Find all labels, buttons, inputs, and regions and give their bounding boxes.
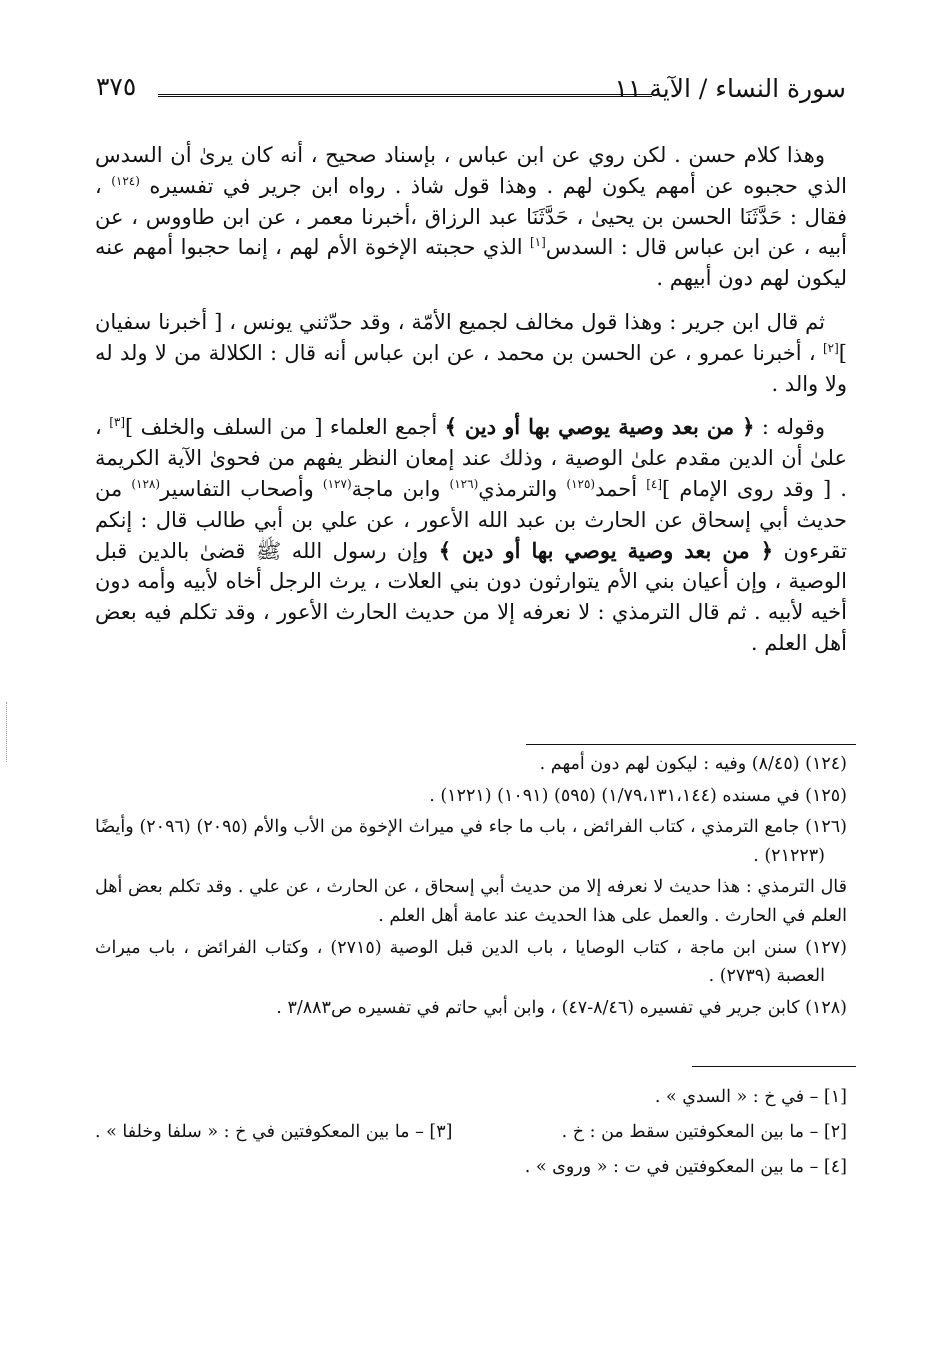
variant-row-3 [95, 1150, 847, 1185]
variant-ref-2: [٢] [822, 340, 839, 355]
surah-title: سورة النساء / الآية ١١ [614, 74, 846, 103]
p3-text-3: ، علىٰ أن الدين مقدم علىٰ الوصية ، وذلك عند إمعان النظر يفهم من فحوىٰ الآية الكريمة . [ وقد روى الإمام ] [95, 415, 847, 501]
p3-text-2: أجمع العلماء [ من السلف والخلف ] [125, 415, 438, 440]
variant-ref-3: [٣] [109, 415, 126, 430]
footnote-126-comment: قال الترمذي : هذا حديث لا نعرفه إلا من حديث أبي إسحاق ، عن الحارث ، عن علي . وقد تكلم بعض أهل العلم في الحارث . والعمل على هذا الحديث عند عامة أهل العلم . [95, 877, 847, 926]
p3-text-1: وقوله : [761, 415, 825, 440]
variant-note-2: [٢] – ما بين المعكوفتين سقط من : خ . [561, 1122, 847, 1142]
p1-text-3: الذي حجبته الإخوة الأم لهم ، إنما حجبوا أمهم عنه ليكون لهم دون أبيهم . [95, 235, 847, 291]
footnotes [95, 750, 847, 1025]
variant-ref-1: [١] [529, 235, 546, 250]
footnote-125: (١٢٥) في مسنده (١/٧٩،١٣١،١٤٤) (٥٩٥) (١٠٩١) (١٢٢١) . [429, 785, 847, 806]
p1-text-2: ، فقال : حَدَّثَنَا الحسن بن يحيىٰ ، حَدَّثَنَا عبد الرزاق ،أخبرنا معمر ، عن ابن طاووس ، عن أبيه ، عن ابن عباس قال : السدس [95, 173, 847, 260]
footnote-ref-128: (١٢٨) [131, 476, 161, 491]
footnote-124: (١٢٤) (٨/٤٥) وفيه : ليكون لهم دون أمهم . [539, 754, 847, 774]
variant-row-2 [95, 1115, 847, 1150]
variant-ref-4: [٤] [646, 476, 663, 491]
footnote-128: (١٢٨) كابن جرير في تفسيره (٨/٤٦-٤٧) ، وابن أبي حاتم في تفسيره ص٣/٨٨٣ . [276, 997, 847, 1018]
page-number: ٣٧٥ [96, 72, 137, 101]
header-rule [158, 94, 652, 99]
scan-edge-mark [6, 702, 8, 762]
p3-text-9: وإن رسول الله ﷺ قضىٰ بالدين قبل الوصية ، وإن أعيان بني الأم يتوارثون دون بني العلات ، يرث الرجل أخاه لأبيه وأمه دون أخيه لأبيه . ثم قال الترمذي : لا نعرفه إلا من حديث الحارث الأعور ، وقد تكلم فيه بعض أهل العلم . [95, 538, 847, 655]
footnote-separator [526, 744, 856, 745]
p3-text-7: وأصحاب التفاسير [160, 476, 314, 501]
footnote-ref-126: (١٢٦) [449, 476, 479, 491]
quran-quote-2: ﴿ من بعد وصية يوصي بها أو دين ﴾ [438, 537, 774, 563]
paragraph-2 [95, 307, 847, 399]
p2-text-1: ثم قال ابن جرير : وهذا قول مخالف لجميع الأمّة ، وقد حدّثني يونس ، [ أخبرنا سفيان ] [95, 309, 847, 365]
footnote-ref-127: (١٢٧) [322, 476, 352, 491]
main-text [95, 140, 847, 672]
footnote-ref-124: (١٢٤) [111, 173, 140, 188]
p1-text-1: وهذا كلام حسن . لكن روي عن ابن عباس ، بإسناد صحيح ، أنه كان يرىٰ أن السدس الذي حجبوه عن أمهم يكون لهم . وهذا قول شاذ . رواه ابن جرير في تفسيره [95, 143, 848, 198]
p3-text-6: وابن ماجة [351, 476, 441, 501]
paragraph-1 [95, 140, 847, 294]
variant-note-3: [٣] – ما بين المعكوفتين في خ : « سلفا وخلفا » . [95, 1122, 453, 1142]
footnote-126: (١٢٦) جامع الترمذي ، كتاب الفرائض ، باب ما جاء في ميراث الإخوة من الأب والأم (٢٠٩٥) (٢٠٩٦) وأيضًا (٢١٢٢٣) . [95, 817, 847, 866]
p3-text-8: من حديث أبي إسحاق عن الحارث بن عبد الله الأعور ، عن علي بن أبي طالب قال : إنكم تقرءون [95, 476, 847, 563]
variant-row-1 [95, 1080, 847, 1115]
variant-separator [692, 1066, 856, 1067]
running-header [96, 68, 846, 112]
quran-quote-1: ﴿ من بعد وصية يوصي بها أو دين ﴾ [444, 414, 755, 440]
paragraph-3 [95, 412, 847, 658]
variant-note-1: [١] – في خ : « السدي » . [654, 1087, 847, 1107]
manuscript-variants [95, 1080, 847, 1185]
p2-text-2: ، أخبرنا عمرو ، عن الحسن بن محمد ، عن ابن عباس أنه قال : الكلالة من لا ولد له ولا والد . [95, 340, 847, 396]
p3-text-4: أحمد [595, 476, 638, 501]
variant-note-4: [٤] – ما بين المعكوفتين في ت : « وروى » . [524, 1157, 847, 1177]
p3-text-5: والترمذي [478, 476, 558, 501]
footnote-127: (١٢٧) سنن ابن ماجة ، كتاب الوصايا ، باب الدين قبل الوصية (٢٧١٥) ، وكتاب الفرائض ، باب ميراث العصبة (٢٧٣٩) . [95, 937, 847, 987]
footnote-ref-125: (١٢٥) [566, 476, 596, 491]
